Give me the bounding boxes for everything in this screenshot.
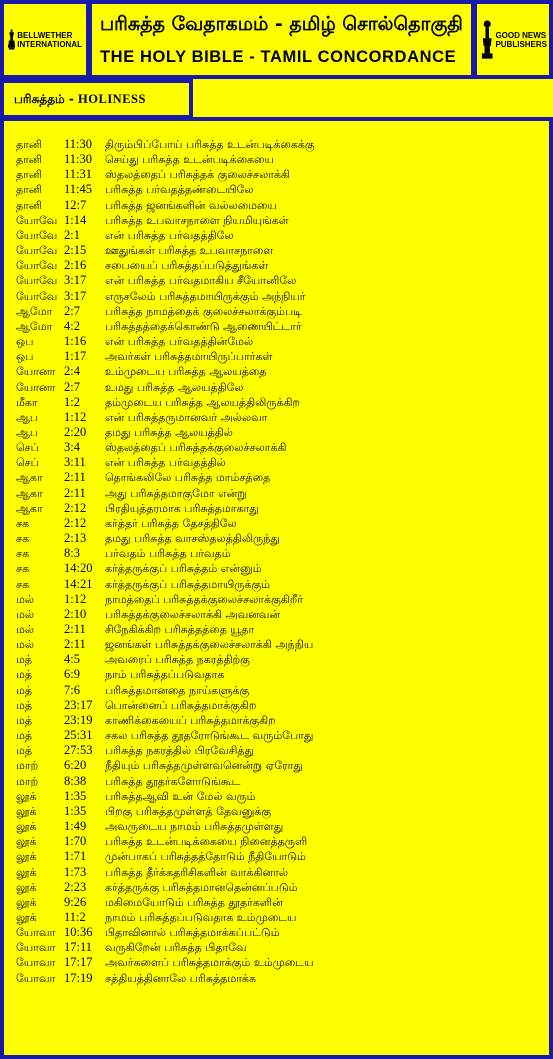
verse-text: பொன்னைப் பரிசுத்தமாக்குகிற [105,698,257,712]
verse-text: கர்த்தர் பரிசுத்த தேசத்திலே [105,516,237,530]
verse-text: உமது பரிசுத்த ஆலயத்திலே [105,380,244,394]
verse-book: தானி [16,138,43,151]
verse-reference: 3:4 [64,440,80,455]
verse-reference: 4:2 [64,318,80,333]
verse-reference: 17:11 [64,940,93,955]
verse-reference: 2:10 [64,606,87,621]
verse-reference: 2:13 [64,531,87,546]
verse-reference: 12:7 [64,197,87,212]
verse-reference: 2:12 [64,515,87,530]
verse-text: பரிசுத்த உடன்படிக்கையை நினைத்தருளி [105,835,308,849]
verse-reference: 11:30 [64,137,93,151]
verse-reference: 3:17 [64,273,87,288]
verse-book: யோவா [16,971,56,985]
bellwether-logo-line1: BELLWETHER [17,31,73,40]
verse-reference: 7:6 [64,682,80,697]
verse-text: அவர்கள் பரிசுத்தமாயிருப்பார்கள் [105,350,273,364]
verse-text: சத்தியத்தினாலே பரிசுத்தமாக்க [105,971,257,985]
verse-text: சிநேகிக்கிற பரிசுத்தத்தை யூதா [105,623,255,636]
verse-book: ஆப [16,410,39,424]
verse-book: மத் [16,683,33,697]
verse-reference: 8:3 [64,546,80,561]
verse-book: மத் [16,729,33,743]
verse-book: யோவே [16,289,58,303]
verse-reference: 6:20 [64,758,87,773]
verse-reference: 2:7 [64,379,80,394]
verse-book: செப் [16,441,39,455]
verse-book: லூக் [16,850,37,864]
verse-reference: 1:2 [64,394,80,409]
verse-reference: 9:26 [64,894,87,909]
verse-text: உம்முடைய பரிசுத்த ஆலயத்தை [105,365,267,379]
verse-text: பரிசுத்த ஜனங்களின் வல்லமையை [105,198,277,212]
verse-book: லூக் [16,880,37,894]
verse-reference: 2:1 [64,227,80,242]
verse-text: பரிசுத்த நாமத்தைக் குலைச்சலாக்கும்படி [105,304,302,318]
verse-book: மீகா [16,395,38,409]
verse-reference: 1:49 [64,819,87,834]
verse-text: பர்வதம் பரிசுத்த பர்வதம் [105,547,231,561]
verse-text: பரிசுத்த உபவாசநாளை நியமியுங்கள் [105,213,289,227]
verse-text: ஊதுங்கள் பரிசுத்த உபவாசநாளை [105,244,274,258]
verse-text: ஸ்தலத்தைப் பரிசுத்தக்குலைச்சலாக்கி [105,441,287,455]
verse-text: அவர்களைப் பரிசுத்தமாக்கும் உம்முடைய [105,956,314,970]
verse-reference: 2:16 [64,258,87,273]
verse-reference: 2:20 [64,424,87,439]
verse-text: மகிமையோடும் பரிசுத்த தூதர்களின் [105,895,283,909]
verse-book: சக [16,532,30,546]
verse-reference: 1:17 [64,349,87,364]
verse-text: சபையைப் பரிசுத்தப்படுத்துங்கள் [105,259,269,273]
verse-book: லூக் [16,789,37,803]
verse-book: யோவே [16,259,58,273]
verse-book: தானி [16,168,43,182]
verse-reference: 17:19 [64,970,93,985]
verse-text: பிறகு பரிசுத்தமுள்ளத் தேவனுக்கு [105,804,272,818]
verse-reference: 1:16 [64,334,87,349]
verse-book: ஒப [16,335,34,349]
verse-book: யோனா [16,380,56,394]
verse-reference: 2:7 [64,303,80,318]
verse-text: தொங்கலிலே பரிசுத்த மாம்சத்தை [105,471,271,485]
verse-book: மாற் [16,774,39,788]
verse-book: செப் [16,456,39,470]
verse-text: நாமத்தைப் பரிசுத்தக்குலைச்சலாக்குகிறீர் [105,592,303,606]
verse-reference: 11:31 [64,167,93,182]
verse-book: யோவே [16,228,58,242]
verse-text: முன்பாகப் பரிசுத்தத்தோடும் நீதியோடும் [105,850,306,864]
verse-text: நாம் பரிசுத்தப்படுவதாக [105,668,225,682]
verse-text: பிரதியுத்தரமாக பரிசுத்தமாகாது [105,501,259,515]
verse-reference: 8:38 [64,773,87,788]
good-news-logo [481,14,547,66]
verse-reference: 2:15 [64,243,87,258]
verse-text: என் பரிசுத்தருமானவர் அல்லவா [105,410,268,424]
verse-reference: 2:11 [64,470,86,485]
verse-reference: 2:11 [64,622,86,636]
verse-text: கர்த்தருக்கு பரிசுத்தமானதென்னப்படும் [105,880,298,894]
verse-text: அது பரிசுத்தமாகுமோ என்று [105,486,247,500]
verse-text: தம்முடைய பரிசுத்த ஆலயத்திலிருக்கிற [105,395,301,409]
verse-book: சக [16,577,30,591]
verse-book: யோவே [16,213,58,227]
verse-reference: 23:17 [64,697,93,712]
verse-text: கர்த்தருக்குப் பரிசுத்தமாயிருக்கும் [105,577,271,591]
verse-book: மல் [16,623,34,636]
verse-book: ஆமோ [16,319,53,333]
verse-book: ஆகா [16,471,43,485]
verse-text: பரிசுத்தக்குலைச்சலாக்கி அவனவன் [105,607,281,621]
verse-text: என் பரிசுத்த பர்வதத்தில் [105,456,226,470]
verse-book: யோவே [16,244,58,258]
verse-book: யோவே [16,274,58,288]
verse-book: மத் [16,744,33,758]
verse-book: ஆப [16,425,39,439]
verse-book: லூக் [16,865,37,879]
section-title [14,92,146,108]
verse-reference: 1:71 [64,849,87,864]
verse-text: கர்த்தருக்குப் பரிசுத்தம் என்னும் [105,562,262,576]
good-news-logo-box [473,0,553,79]
verse-book: மல் [16,638,34,652]
verse-reference: 2:11 [64,485,86,500]
verse-book: மல் [16,607,34,621]
verse-book: மல் [16,592,34,606]
verse-reference: 1:14 [64,212,87,227]
verse-text: சகல பரிசுத்த தூதரோடுங்கூட வரும்போது [105,729,314,743]
verse-reference: 1:35 [64,788,87,803]
bellwether-logo [8,14,82,66]
verse-reference: 1:35 [64,803,87,818]
verse-reference: 11:45 [64,182,93,197]
verse-reference: 17:17 [64,955,93,970]
verse-reference: 3:11 [64,455,86,470]
verse-text: திரும்பிப்போய் பரிசுத்த உடன்படிக்கைக்கு [105,138,315,151]
concordance-list-box [0,117,553,1059]
verse-reference: 23:19 [64,712,93,727]
verse-text: ஸ்தலத்தைப் பரிசுத்தக் குலைச்சலாக்கி [105,168,291,182]
verse-book: மாற் [16,759,39,773]
verse-reference: 25:31 [64,728,93,743]
bellwether-logo-line2: INTERNATIONAL [17,40,82,49]
verse-book: ஆகா [16,486,43,500]
verse-text: செய்து பரிசுத்த உடன்படிக்கையை [105,153,274,167]
verse-book: மத் [16,668,33,682]
bellwether-icon [8,17,15,63]
verse-text: தமது பரிசுத்த ஆலயத்தில் [105,425,233,439]
verse-book: சக [16,516,30,530]
good-news-logo-line2: PUBLISHERS [495,40,547,49]
verse-book: மத் [16,698,33,712]
verse-reference: 1:73 [64,864,87,879]
verse-reference: 4:5 [64,652,80,667]
verse-book: லூக் [16,820,37,834]
verse-reference: 1:12 [64,591,87,606]
verse-book: லூக் [16,804,37,818]
verse-text: என் பரிசுத்த பர்வதமாகிய சீயோனிலே [105,274,297,288]
verse-text: பரிசுத்தமானதை நாய்களுக்கு [105,683,250,697]
verse-book: யோவா [16,956,56,970]
verse-book: லூக் [16,835,37,849]
verse-reference: 6:9 [64,667,80,682]
verse-reference: 1:70 [64,834,87,849]
verse-book: ஒப [16,350,34,364]
verse-book: ஆகா [16,501,43,515]
title-tamil: பரிசுத்த வேதாகமம் - தமிழ் சொல்தொகுதி [100,13,463,35]
title-english: THE HOLY BIBLE - TAMIL CONCORDANCE [100,48,457,66]
verse-text: பரிசுத்தஆவி உன் மேல் வரும் [105,789,256,803]
verse-text: என் பரிசுத்த பர்வதத்தின்மேல் [105,335,254,349]
verse-book: லூக் [16,895,37,909]
verse-text: எருசலேம் பரிசுத்தமாயிருக்கும் அந்நியர் [105,289,306,303]
verse-book: யோவா [16,941,56,955]
verse-reference: 14:21 [64,576,93,591]
verse-book: சக [16,547,30,561]
verse-text: காணிக்கையைப் பரிசுத்தமாக்குகிற [105,713,276,727]
verse-text: பிதாவினால் பரிசுத்தமாக்கப்பட்டும் [105,926,280,940]
verse-book: லூக் [16,910,37,924]
verse-text: வருகிறேன் பரிசுத்த பிதாவே [105,941,247,955]
section-heading-box [0,79,193,119]
verse-text: தமது பரிசுத்த வாசஸ்தலத்திலிருந்து [105,532,280,546]
verse-text: பரிசுத்த நகரத்தில் பிரவேசித்து [105,744,255,758]
verse-book: ஆமோ [16,304,53,318]
verse-reference: 11:30 [64,152,93,167]
verse-book: மத் [16,713,33,727]
verse-reference: 3:17 [64,288,87,303]
verse-text: பரிசுத்த பர்வதத்தண்டையிலே [105,183,254,197]
verse-reference: 1:12 [64,409,87,424]
bellwether-logo-box [0,0,90,79]
verse-text: ஜனங்கள் பரிசுத்தக்குலைச்சலாக்கி அந்நிய [105,638,314,652]
verse-book: சக [16,562,30,576]
verse-reference: 10:36 [64,925,93,940]
verse-reference: 2:23 [64,879,87,894]
verse-text: பரிசுத்த தூதர்களோடுங்கூட [105,774,241,788]
verse-text: பரிசுத்த தீர்க்கதரிசிகளின் வாக்கினால் [105,865,289,879]
title-box [88,0,475,79]
verse-reference: 11:2 [64,909,86,924]
verse-book: தானி [16,198,43,212]
verse-reference: 14:20 [64,561,93,576]
lamp-icon [481,17,493,63]
verse-reference: 2:4 [64,364,80,379]
verse-text: என் பரிசுத்த பர்வதத்திலே [105,228,234,242]
verse-text: அவருடைய நாமம் பரிசுத்தமுள்ளது [105,820,284,834]
verse-text: நீதியும் பரிசுத்தமுள்ளவனென்று ஏரோது [105,759,303,773]
verse-reference: 2:11 [64,637,86,652]
good-news-logo-line1: GOOD NEWS [495,31,547,40]
verse-reference: 2:12 [64,500,87,515]
verse-text: நாமம் பரிசுத்தப்படுவதாக உம்முடைய [105,910,297,924]
verse-book: யோவா [16,926,56,940]
verse-book: மத் [16,653,33,667]
verse-text: அவரைப் பரிசுத்த நகரத்திற்கு [105,653,250,667]
section-title-tamil: பரிசுத்தம் [14,92,65,106]
verse-book: தானி [16,153,43,167]
section-title-english: HOLINESS [78,92,146,106]
verse-reference: 27:53 [64,743,93,758]
section-title-separator: - [64,92,79,106]
verse-book: தானி [16,183,43,197]
verse-text: பரிசுத்தத்தைக்கொண்டு ஆணையிட்டார் [105,319,302,333]
verse-book: யோனா [16,365,56,379]
